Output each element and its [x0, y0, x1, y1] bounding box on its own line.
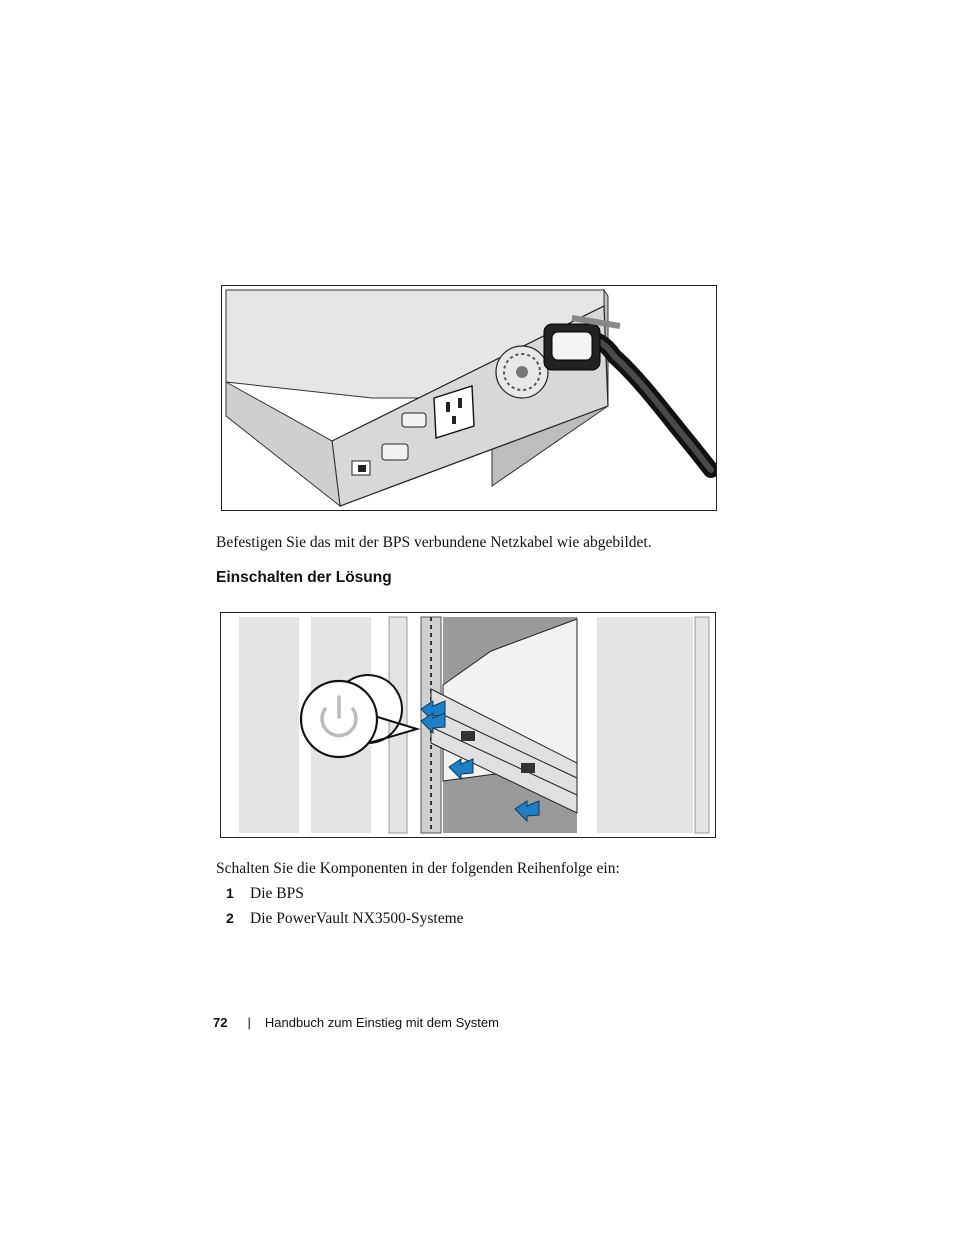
step-item [226, 908, 464, 929]
step-text: Die BPS [250, 885, 304, 902]
power-icon [301, 681, 377, 757]
page-number: 72 [213, 1015, 228, 1030]
step-number: 1 [226, 885, 234, 901]
cable-caption: Befestigen Sie das mit der BPS verbundene Netzkabel wie abgebildet. [216, 534, 652, 551]
rack-power-buttons-illustration [221, 613, 715, 837]
intro-text: Schalten Sie die Komponenten in der folgenden Reihenfolge ein: [216, 860, 620, 877]
page-footer [213, 1015, 499, 1030]
footer-title: Handbuch zum Einstieg mit dem System [264, 1015, 499, 1030]
step-text: Die PowerVault NX3500-Systeme [250, 910, 464, 927]
footer-separator: | [247, 1015, 251, 1030]
section-heading: Einschalten der Lösung [216, 569, 392, 586]
ups-rear-with-power-cable-illustration [222, 286, 716, 510]
step-item [226, 883, 304, 904]
ups-power-cable-figure [221, 285, 717, 511]
power-on-figure [220, 612, 716, 838]
step-number: 2 [226, 910, 234, 926]
